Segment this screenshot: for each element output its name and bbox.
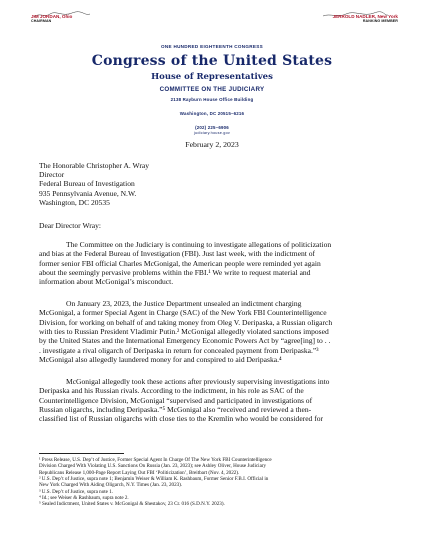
- ranking-block: [318, 14, 398, 23]
- paragraph-line: Division, for working on behalf of and taking money from Oleg V. Deripaska, a Russian oligarch: [39, 317, 333, 327]
- recipient-line: Washington, DC 20535: [39, 197, 110, 207]
- footnote-line: Division Charged With Violating U.S. Sanctions On Russia (Jan. 23, 2023); see Ashley Oliver, House Judiciary: [39, 463, 267, 470]
- footnote-line: Republicans Release 1,000-Page Report Laying Out FBI ‘Politicization’, Breitbart (Nov. 4, 2022).: [39, 469, 240, 476]
- letter-date: February 2, 2023: [185, 140, 239, 149]
- recipient-line: Director: [39, 170, 65, 180]
- paragraph-line: and bias at the Federal Bureau of Investigation (FBI). Just last week, with the indictment of: [39, 249, 316, 259]
- footnote-line: New York Charged With Aiding Oligarch, N.Y. Times (Jan. 23, 2023).: [39, 482, 183, 489]
- ranking-name: JERROLD NADLER, New York: [332, 14, 398, 19]
- paragraph-line: with ties to Russian President Vladimir Putin.² McGonigal allegedly violated sanctions imposed: [39, 327, 329, 337]
- chairman-block: [31, 14, 101, 23]
- chairman-name: JIM JORDAN, Ohio: [31, 14, 73, 19]
- footnote-line: ⁴ Id.; see Weiser & Rashbaum, supra note 2.: [39, 495, 129, 502]
- salutation: Dear Director Wray:: [39, 221, 101, 230]
- recipient-line: Federal Bureau of Investigation: [39, 179, 135, 189]
- address-line1: 2138 Rayburn House Office Building: [170, 97, 254, 102]
- paragraph-3: [39, 377, 391, 424]
- recipient-line: 935 Pennsylvania Avenue, N.W.: [39, 188, 137, 198]
- paragraph-line: . investigate a rival oligarch of Deripaska in return for concealed payment from Deripaska.”³: [39, 345, 319, 355]
- ranking-title: RANKING MEMBER: [362, 19, 398, 23]
- paragraph-1: [39, 240, 391, 287]
- website: judiciary.house.gov: [193, 131, 231, 135]
- phone: (202) 225–6906: [195, 125, 229, 130]
- paragraph-line: McGonigal, a former Special Agent in Charge (SAC) of the New York FBI Counterintelligence: [39, 308, 327, 318]
- paragraph-line: The Committee on the Judiciary is continuing to investigate allegations of politicization: [66, 240, 332, 249]
- footnote-line: ¹ Press Release, U.S. Dep’t of Justice, Former Special Agent In Charge Of The New York FBI Counterintelligence: [39, 457, 272, 463]
- footnote-line: ² U.S. Dep’t of Justice, supra note 1; Benjamin Weiser & William K. Rashbaum, Former Senior F.B.I. Official in: [39, 476, 269, 483]
- footnote-line: ³ U.S. Dep’t of Justice, supra note 1.: [39, 488, 114, 495]
- ranking-signature: [320, 6, 390, 14]
- recipient-block: [39, 161, 391, 207]
- chamber-name: House of Representatives: [151, 72, 273, 82]
- congress-name: Congress of the United States: [91, 53, 333, 69]
- paragraph-line: Russian oligarchs, including Deripaska.”⁵ McGonigal also “received and reviewed a then-: [39, 405, 312, 415]
- paragraph-line: McGonigal allegedly took these actions after previously supervising investigations into: [66, 377, 330, 386]
- paragraph-line: former senior FBI official Charles McGonigal, the American people were reminded yet again: [39, 258, 321, 268]
- footnote-divider: [39, 453, 124, 454]
- paragraph-line: by the United States and the International Emergency Economic Powers Act by “agree[ing] to . .: [39, 336, 331, 346]
- paragraph-line: Deripaska and his Russian rivals. According to the indictment, in his role as SAC of the: [39, 386, 304, 396]
- paragraph-line: about the seemingly pervasive problems within the FBI.¹ We write to request material and: [39, 268, 311, 278]
- paragraph-line: information about McGonigal’s misconduct.: [39, 277, 174, 287]
- congress-number: ONE HUNDRED EIGHTEENTH CONGRESS: [161, 44, 263, 49]
- paragraph-line: Counterintelligence Division, McGonigal “supervised and participated in investigations of: [39, 395, 313, 405]
- committee-name: COMMITTEE ON THE JUDICIARY: [159, 86, 265, 93]
- paragraph-line: On January 23, 2023, the Justice Department unsealed an indictment charging: [66, 299, 302, 308]
- chairman-signature: [32, 6, 92, 14]
- paragraph-line: McGonigal also allegedly laundered money for and conspired to aid Deripaska.⁴: [39, 355, 282, 365]
- chairman-title: CHAIRMAN: [31, 19, 52, 23]
- address-line2: Washington, DC 20515–6216: [179, 111, 245, 116]
- footnotes: [39, 457, 391, 508]
- paragraph-line: classified list of Russian oligarchs with close ties to the Kremlin who would be considered for: [39, 414, 323, 424]
- paragraph-2: [39, 299, 391, 364]
- footnote-line: ⁵ Sealed Indictment, United States v. McGonigal & Shestakov, 23 Cr. 016 (S.D.N.Y. 2023).: [39, 501, 225, 508]
- recipient-line: The Honorable Christopher A. Wray: [39, 161, 150, 170]
